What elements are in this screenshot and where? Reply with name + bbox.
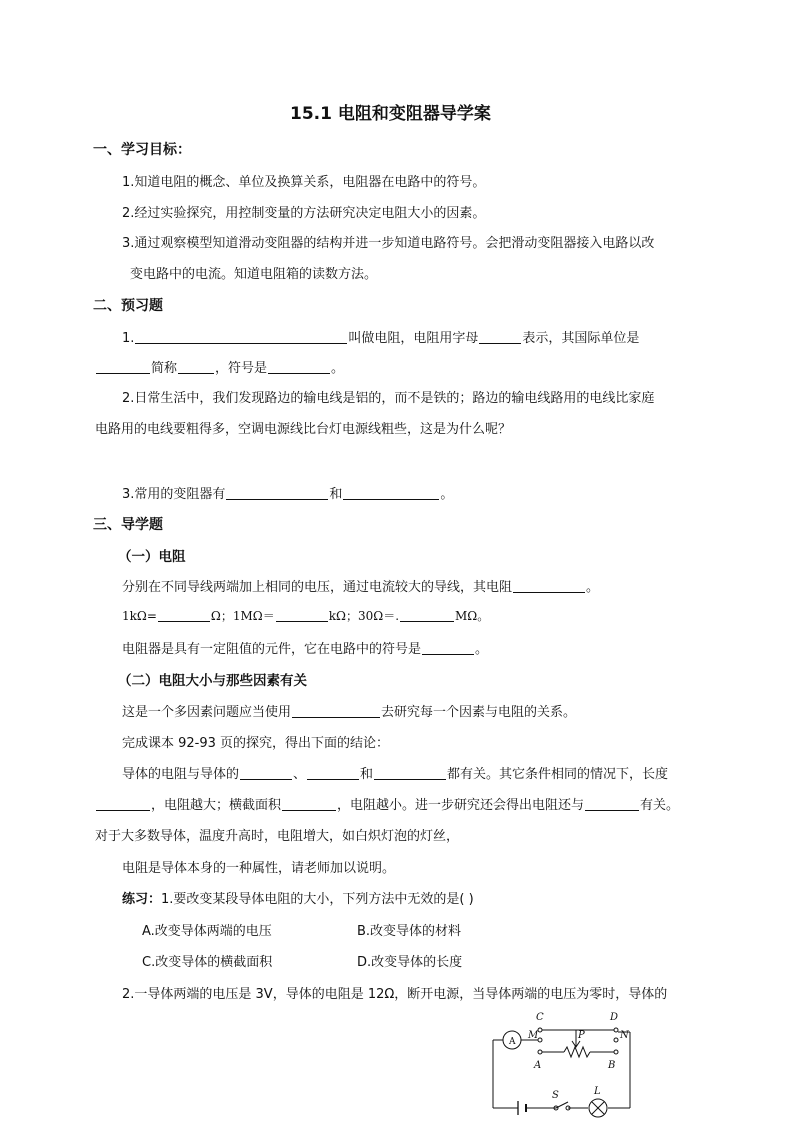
factors-line5: 对于大多数导体，温度升高时，电阻增大，如白炽灯泡的灯丝， [95,829,460,844]
preview-q2-line1: 2.日常生活中，我们发现路边的输电线是铝的，而不是铁的；路边的输电线路用的电线比家庭 [122,391,655,406]
unit-conversion-line: 1kΩ= Ω；1MΩ＝ kΩ；30Ω＝. MΩ。 [122,609,490,623]
goal-item: 2.经过实验探究，用控制变量的方法研究决定电阻大小的因素。 [122,206,486,221]
answer-blank[interactable] [513,579,585,593]
goal-item: 3.通过观察模型知道滑动变阻器的结构并进一步知道电路符号。会把滑动变阻器接入电路以改 [122,236,655,251]
subheading-factors: （二）电阻大小与那些因素有关 [118,673,307,689]
answer-blank[interactable] [158,608,210,622]
label-p: P [578,1030,585,1041]
exercise-option-d[interactable]: D.改变导体的长度 [357,955,463,970]
answer-blank[interactable] [178,360,214,374]
answer-blank[interactable] [292,704,380,718]
answer-blank[interactable] [307,766,359,780]
answer-blank[interactable] [400,608,454,622]
page-title: 15.1 电阻和变阻器导学案 [290,104,491,124]
label-n: N [620,1030,629,1041]
factors-line2: 完成课本 92-93 页的探究，得出下面的结论： [122,736,390,751]
label-c: C [536,1012,544,1023]
exercise-option-a[interactable]: A.改变导体两端的电压 [142,924,272,939]
label-a: A [534,1060,542,1071]
preview-q1-line1: 1. 叫做电阻，电阻用字母 表示，其国际单位是 [122,331,640,346]
preview-q2-line2: 电路用的电线要粗得多，空调电源线比台灯电源线粗些，这是为什么呢？ [95,422,512,437]
exercise-option-b[interactable]: B.改变导体的材料 [357,924,462,939]
preview-q3: 3.常用的变阻器有 和 。 [122,487,454,502]
answer-blank[interactable] [374,766,446,780]
label-l: L [594,1086,601,1097]
section-heading-goals: 一、学习目标： [93,142,191,158]
answer-blank[interactable] [479,330,521,344]
answer-blank[interactable] [226,486,328,500]
label-s: S [552,1090,559,1101]
factors-line4: ，电阻越大；横截面积 ，电阻越小。进一步研究还会得出电阻还与 有关。 [95,794,679,813]
resistance-line1: 分别在不同导线两端加上相同的电压，通过电流较大的导线，其电阻 。 [122,580,600,595]
exercise-label: 练习： [122,892,162,907]
answer-blank[interactable] [240,766,292,780]
factors-line1: 这是一个多因素问题应当使用 去研究每一个因素与电阻的关系。 [122,705,577,720]
preview-q1-line2: 简称 ，符号是 。 [95,357,344,376]
answer-blank[interactable] [135,330,347,344]
label-m: M [528,1030,539,1041]
answer-blank[interactable] [422,641,474,655]
label-b: B [608,1060,616,1071]
goal-item-cont: 变电路中的电流。知道电阻箱的读数方法。 [130,267,378,282]
exercise-q1: 练习：1.要改变某段导体电阻的大小，下列方法中无效的是( ) [122,892,474,907]
answer-blank[interactable] [343,486,439,500]
answer-blank[interactable] [96,360,150,374]
section-heading-preview: 二、预习题 [93,298,163,314]
ammeter-label: A [509,1037,516,1047]
factors-line6: 电阻是导体本身的一种属性，请老师加以说明。 [122,861,396,876]
factors-line3: 导体的电阻与导体的 、 和 都有关。其它条件相同的情况下，长度 [122,767,669,782]
answer-blank[interactable] [282,797,336,811]
section-heading-guided: 三、导学题 [93,517,163,533]
answer-blank[interactable] [276,608,328,622]
resistance-line3: 电阻器是具有一定阻值的元件，它在电路中的符号是 。 [122,642,489,657]
label-d: D [610,1012,619,1023]
goal-item: 1.知道电阻的概念、单位及换算关系，电阻器在电路中的符号。 [122,175,486,190]
exercise-q2: 2.一导体两端的电压是 3V，导体的电阻是 12Ω，断开电源，当导体两端的电压为零时，导体的 [122,987,668,1002]
circuit-diagram [490,1008,650,1120]
answer-blank[interactable] [268,360,330,374]
subheading-resistance: （一）电阻 [118,549,186,565]
answer-blank[interactable] [96,797,150,811]
answer-blank[interactable] [585,797,639,811]
exercise-option-c[interactable]: C.改变导体的横截面积 [142,955,273,970]
